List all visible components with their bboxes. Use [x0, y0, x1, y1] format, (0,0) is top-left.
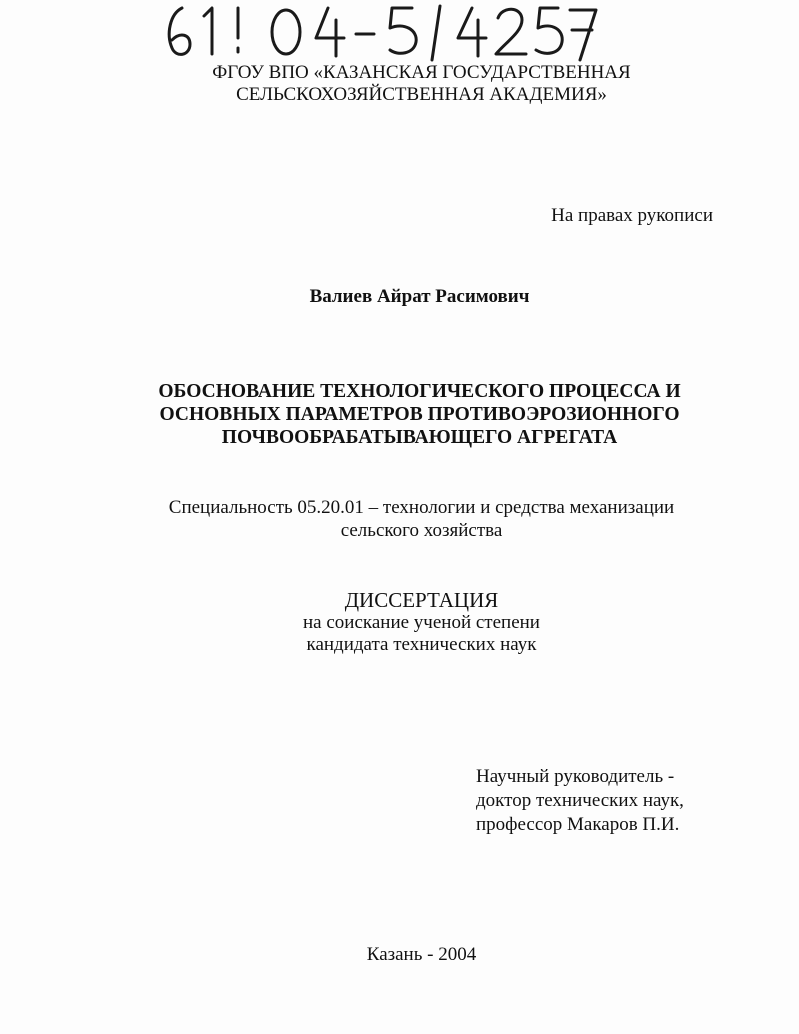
- title-line-2: ОСНОВНЫХ ПАРАМЕТРОВ ПРОТИВОЭРОЗИОННОГО: [159, 404, 680, 425]
- city-year: Казань - 2004: [366, 944, 477, 965]
- supervisor-line-3: профессор Макаров П.И.: [476, 814, 680, 835]
- supervisor-line-2: доктор технических наук,: [476, 790, 684, 811]
- specialty-line-2: сельского хозяйства: [340, 520, 503, 541]
- institution-name: [22, 62, 799, 106]
- specialty: [22, 496, 799, 542]
- title-line-1: ОБОСНОВАНИЕ ТЕХНОЛОГИЧЕСКОГО ПРОЦЕССА И: [158, 381, 681, 402]
- degree-line-1: на соискание ученой степени: [303, 612, 540, 633]
- supervisor-block: [476, 765, 684, 837]
- supervisor-line-1: Научный руководитель -: [476, 766, 675, 787]
- title-line-3: ПОЧВООБРАБАТЫВАЮЩЕГО АГРЕГАТА: [221, 427, 618, 448]
- specialty-line-1: Специальность 05.20.01 – технологии и средства механизации: [168, 497, 675, 518]
- degree-block: [22, 588, 799, 656]
- manuscript-note: На правах рукописи: [551, 205, 713, 226]
- institution-line-2: СЕЛЬСКОХОЗЯЙСТВЕННАЯ АКАДЕМИЯ»: [236, 84, 607, 105]
- degree-line-2: кандидата технических наук: [306, 634, 537, 655]
- handwritten-catalogue-number: [160, 0, 600, 64]
- institution-line-1: ФГОУ ВПО «КАЗАНСКАЯ ГОСУДАРСТВЕННАЯ: [212, 62, 631, 83]
- author-name: Валиев Айрат Расимович: [309, 286, 530, 307]
- dissertation-heading: ДИССЕРТАЦИЯ: [344, 588, 499, 612]
- dissertation-title: [20, 380, 799, 449]
